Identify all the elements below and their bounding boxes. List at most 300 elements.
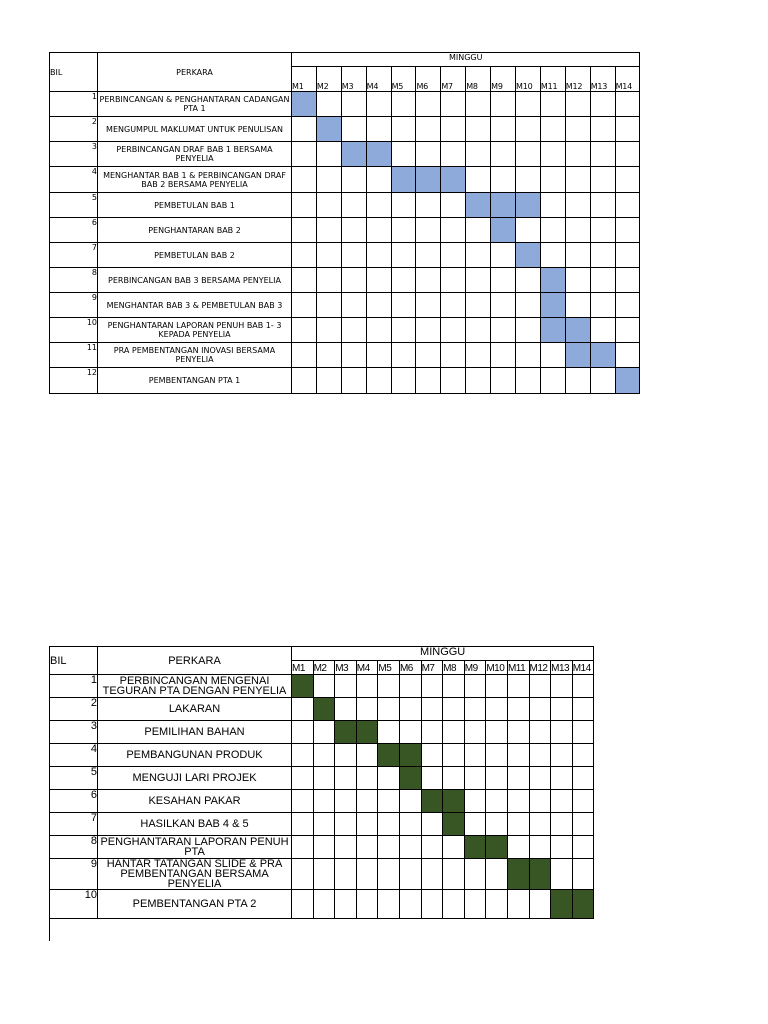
row-number: 11 bbox=[50, 343, 98, 368]
table-row bbox=[50, 268, 640, 293]
gantt-cell bbox=[378, 721, 400, 744]
gantt-cell bbox=[416, 92, 441, 117]
gantt-cell bbox=[615, 343, 640, 368]
week-header: M5 bbox=[391, 67, 416, 92]
task-name: KESAHAN PAKAR bbox=[98, 790, 292, 813]
gantt-cell bbox=[441, 268, 466, 293]
gantt-cell bbox=[366, 318, 391, 343]
gantt-cell bbox=[516, 268, 541, 293]
gantt-bar-cell bbox=[466, 193, 491, 218]
gantt-cell bbox=[443, 890, 465, 919]
gantt-cell bbox=[572, 813, 594, 836]
gantt-cell bbox=[416, 117, 441, 142]
gantt-cell bbox=[516, 92, 541, 117]
gantt-cell bbox=[313, 836, 335, 859]
gantt-cell bbox=[341, 167, 366, 193]
gantt-cell bbox=[378, 767, 400, 790]
gantt-cell bbox=[366, 368, 391, 394]
week-header: M14 bbox=[572, 661, 594, 675]
row-number: 8 bbox=[50, 836, 98, 859]
gantt-cell bbox=[316, 318, 341, 343]
gantt-cell bbox=[464, 698, 486, 721]
gantt-cell bbox=[565, 193, 590, 218]
gantt-cell bbox=[391, 368, 416, 394]
gantt-cell bbox=[441, 92, 466, 117]
week-header: M7 bbox=[421, 661, 443, 675]
gantt-cell bbox=[590, 117, 615, 142]
table-row bbox=[50, 142, 640, 167]
gantt-cell bbox=[416, 268, 441, 293]
gantt-cell bbox=[491, 92, 516, 117]
gantt-cell bbox=[391, 243, 416, 268]
gantt-cell bbox=[529, 675, 551, 698]
gantt-cell bbox=[565, 243, 590, 268]
gantt-cell bbox=[466, 92, 491, 117]
gantt-cell bbox=[341, 343, 366, 368]
gantt-cell bbox=[486, 675, 508, 698]
gantt-cell bbox=[615, 268, 640, 293]
row-number: 8 bbox=[50, 268, 98, 293]
gantt-bar-cell bbox=[516, 243, 541, 268]
row-number: 1 bbox=[50, 675, 98, 698]
gantt-cell bbox=[466, 343, 491, 368]
gantt-cell bbox=[416, 293, 441, 318]
task-name: PERBINCANGAN DRAF BAB 1 BERSAMA PENYELIA bbox=[98, 142, 292, 167]
table-row bbox=[50, 859, 594, 890]
gantt-cell bbox=[565, 368, 590, 394]
row-number: 9 bbox=[50, 293, 98, 318]
gantt-cell bbox=[378, 813, 400, 836]
gantt-cell bbox=[507, 767, 529, 790]
table-row bbox=[50, 92, 640, 117]
gantt-cell bbox=[572, 836, 594, 859]
gantt-cell bbox=[292, 268, 317, 293]
gantt-cell bbox=[366, 92, 391, 117]
gantt-cell bbox=[356, 859, 378, 890]
gantt-cell bbox=[341, 193, 366, 218]
row-number: 5 bbox=[50, 193, 98, 218]
gantt-cell bbox=[565, 117, 590, 142]
gantt-cell bbox=[486, 767, 508, 790]
gantt-cell bbox=[356, 767, 378, 790]
gantt-cell bbox=[615, 142, 640, 167]
gantt-cell bbox=[416, 318, 441, 343]
gantt-cell bbox=[507, 721, 529, 744]
gantt-cell bbox=[551, 744, 573, 767]
gantt-cell bbox=[516, 343, 541, 368]
gantt-cell bbox=[292, 318, 317, 343]
gantt-cell bbox=[486, 744, 508, 767]
gantt-cell bbox=[441, 293, 466, 318]
gantt-cell bbox=[443, 675, 465, 698]
task-name: HANTAR TATANGAN SLIDE & PRA PEMBENTANGAN BERSAMA PENYELIA bbox=[98, 859, 292, 890]
gantt-cell bbox=[572, 859, 594, 890]
week-header: M11 bbox=[540, 67, 565, 92]
gantt-cell bbox=[416, 218, 441, 243]
row-number: 7 bbox=[50, 243, 98, 268]
gantt-cell bbox=[316, 343, 341, 368]
gantt-bar-cell bbox=[516, 193, 541, 218]
gantt-cell bbox=[391, 193, 416, 218]
gantt-cell bbox=[356, 813, 378, 836]
bil-header: BIL bbox=[50, 53, 98, 92]
week-header: M7 bbox=[441, 67, 466, 92]
gantt-cell bbox=[335, 790, 357, 813]
gantt-cell bbox=[615, 92, 640, 117]
gantt-cell bbox=[615, 293, 640, 318]
week-header: M12 bbox=[565, 67, 590, 92]
gantt-cell bbox=[441, 193, 466, 218]
gantt-cell bbox=[366, 268, 391, 293]
gantt-cell bbox=[421, 744, 443, 767]
table-row bbox=[50, 767, 594, 790]
gantt-cell bbox=[335, 767, 357, 790]
gantt-cell bbox=[466, 368, 491, 394]
gantt-cell bbox=[486, 813, 508, 836]
gantt-bar-cell bbox=[399, 744, 421, 767]
gantt-bar-cell bbox=[335, 721, 357, 744]
table-row bbox=[50, 721, 594, 744]
task-name: PENGHANTARAN BAB 2 bbox=[98, 218, 292, 243]
table-row bbox=[50, 218, 640, 243]
gantt-cell bbox=[335, 675, 357, 698]
gantt-cell bbox=[615, 318, 640, 343]
gantt-cell bbox=[335, 890, 357, 919]
gantt-cell bbox=[341, 368, 366, 394]
task-name: PERBINCANGAN BAB 3 BERSAMA PENYELIA bbox=[98, 268, 292, 293]
gantt-cell bbox=[292, 218, 317, 243]
gantt-cell bbox=[341, 243, 366, 268]
table-row bbox=[50, 675, 594, 698]
gantt-cell bbox=[378, 790, 400, 813]
gantt-cell bbox=[421, 767, 443, 790]
row-number: 10 bbox=[50, 318, 98, 343]
week-header: M4 bbox=[356, 661, 378, 675]
gantt-cell bbox=[341, 318, 366, 343]
gantt-cell bbox=[378, 675, 400, 698]
gantt-cell bbox=[540, 142, 565, 167]
row-number: 3 bbox=[50, 142, 98, 167]
gantt-bar-cell bbox=[491, 193, 516, 218]
gantt-cell bbox=[540, 218, 565, 243]
gantt-cell bbox=[491, 167, 516, 193]
gantt-cell bbox=[421, 859, 443, 890]
gantt-cell bbox=[378, 859, 400, 890]
gantt-cell bbox=[441, 343, 466, 368]
gantt-cell bbox=[421, 890, 443, 919]
gantt-bar-cell bbox=[590, 343, 615, 368]
gantt-cell bbox=[316, 142, 341, 167]
gantt-cell bbox=[443, 721, 465, 744]
table-row bbox=[50, 343, 640, 368]
row-number: 12 bbox=[50, 368, 98, 394]
table-row bbox=[50, 744, 594, 767]
gantt-cell bbox=[391, 92, 416, 117]
gantt-bar-cell bbox=[551, 890, 573, 919]
gantt-cell bbox=[486, 790, 508, 813]
gantt-cell bbox=[529, 890, 551, 919]
gantt-cell bbox=[615, 167, 640, 193]
gantt-cell bbox=[416, 142, 441, 167]
table-row bbox=[50, 836, 594, 859]
task-name: HASILKAN BAB 4 & 5 bbox=[98, 813, 292, 836]
gantt-cell bbox=[615, 243, 640, 268]
gantt-cell bbox=[399, 859, 421, 890]
gantt-cell bbox=[292, 836, 314, 859]
gantt-cell bbox=[590, 318, 615, 343]
gantt-cell bbox=[516, 167, 541, 193]
gantt-cell bbox=[540, 193, 565, 218]
gantt-cell bbox=[399, 698, 421, 721]
gantt-cell bbox=[391, 318, 416, 343]
gantt-cell bbox=[590, 293, 615, 318]
gantt-cell bbox=[356, 698, 378, 721]
gantt-cell bbox=[516, 142, 541, 167]
table-row bbox=[50, 193, 640, 218]
gantt-cell bbox=[341, 117, 366, 142]
gantt-bar-cell bbox=[421, 790, 443, 813]
gantt-cell bbox=[313, 767, 335, 790]
task-name: PRA PEMBENTANGAN INOVASI BERSAMA PENYELIA bbox=[98, 343, 292, 368]
week-header: M10 bbox=[516, 67, 541, 92]
task-name: PENGHANTARAN LAPORAN PENUH PTA bbox=[98, 836, 292, 859]
gantt-cell bbox=[516, 368, 541, 394]
gantt-cell bbox=[313, 813, 335, 836]
gantt-cell bbox=[441, 368, 466, 394]
gantt-cell bbox=[341, 92, 366, 117]
row-number: 4 bbox=[50, 744, 98, 767]
gantt-cell bbox=[572, 698, 594, 721]
gantt-cell bbox=[529, 767, 551, 790]
gantt-bar-cell bbox=[313, 698, 335, 721]
gantt-bar-cell bbox=[529, 859, 551, 890]
gantt-cell bbox=[335, 813, 357, 836]
gantt-cell bbox=[551, 721, 573, 744]
gantt-cell bbox=[466, 167, 491, 193]
gantt-cell bbox=[615, 117, 640, 142]
gantt-bar-cell bbox=[416, 167, 441, 193]
gantt-cell bbox=[316, 268, 341, 293]
gantt-cell bbox=[441, 218, 466, 243]
gantt-cell bbox=[441, 117, 466, 142]
minggu-header: MINGGU bbox=[292, 647, 594, 661]
gantt-bar-cell bbox=[378, 744, 400, 767]
task-name: MENGHANTAR BAB 3 & PEMBETULAN BAB 3 bbox=[98, 293, 292, 318]
gantt-cell bbox=[590, 142, 615, 167]
gantt-cell bbox=[292, 193, 317, 218]
gantt-cell bbox=[341, 293, 366, 318]
gantt-cell bbox=[486, 890, 508, 919]
gantt-cell bbox=[316, 293, 341, 318]
gantt-cell bbox=[529, 836, 551, 859]
gantt-bar-cell bbox=[443, 813, 465, 836]
week-header: M3 bbox=[341, 67, 366, 92]
week-header: M9 bbox=[464, 661, 486, 675]
gantt-bar-cell bbox=[316, 117, 341, 142]
gantt-cell bbox=[378, 836, 400, 859]
gantt-bar-cell bbox=[615, 368, 640, 394]
row-number: 7 bbox=[50, 813, 98, 836]
task-name: MENGHANTAR BAB 1 & PERBINCANGAN DRAF BAB 2 BERSAMA PENYELIA bbox=[98, 167, 292, 193]
gantt-cell bbox=[529, 813, 551, 836]
gantt-cell bbox=[399, 675, 421, 698]
gantt-cell bbox=[335, 859, 357, 890]
gantt-bar-cell bbox=[572, 890, 594, 919]
gantt-cell bbox=[292, 790, 314, 813]
gantt-bar-cell bbox=[441, 167, 466, 193]
gantt-cell bbox=[356, 836, 378, 859]
gantt-cell bbox=[491, 368, 516, 394]
gantt-cell bbox=[464, 744, 486, 767]
gantt-cell bbox=[540, 343, 565, 368]
gantt-cell bbox=[335, 836, 357, 859]
gantt-cell bbox=[516, 218, 541, 243]
gantt-cell bbox=[292, 813, 314, 836]
gantt-cell bbox=[529, 698, 551, 721]
gantt-cell bbox=[335, 698, 357, 721]
table-row bbox=[50, 790, 594, 813]
gantt-cell bbox=[529, 790, 551, 813]
task-name: PEMILIHAN BAHAN bbox=[98, 721, 292, 744]
minggu-header: MINGGU bbox=[292, 53, 640, 67]
gantt-cell bbox=[466, 117, 491, 142]
gantt-cell bbox=[572, 767, 594, 790]
gantt-cell bbox=[466, 293, 491, 318]
gantt-cell bbox=[466, 218, 491, 243]
table-border-line bbox=[49, 913, 50, 941]
task-name: LAKARAN bbox=[98, 698, 292, 721]
gantt-cell bbox=[316, 92, 341, 117]
week-header: M2 bbox=[316, 67, 341, 92]
gantt-bar-cell bbox=[292, 92, 317, 117]
perkara-header: PERKARA bbox=[98, 647, 292, 675]
gantt-cell bbox=[313, 744, 335, 767]
task-name: PERBINCANGAN MENGENAI TEGURAN PTA DENGAN PENYELIA bbox=[98, 675, 292, 698]
gantt-cell bbox=[378, 698, 400, 721]
gantt-cell bbox=[316, 243, 341, 268]
week-header: M13 bbox=[590, 67, 615, 92]
gantt-cell bbox=[590, 268, 615, 293]
row-number: 3 bbox=[50, 721, 98, 744]
gantt-cell bbox=[341, 268, 366, 293]
gantt-cell bbox=[491, 142, 516, 167]
gantt-cell bbox=[313, 790, 335, 813]
gantt-cell bbox=[565, 92, 590, 117]
row-number: 2 bbox=[50, 698, 98, 721]
gantt-cell bbox=[565, 218, 590, 243]
perkara-header: PERKARA bbox=[98, 53, 292, 92]
gantt-cell bbox=[590, 193, 615, 218]
gantt-cell bbox=[551, 813, 573, 836]
gantt-cell bbox=[507, 890, 529, 919]
gantt-bar-cell bbox=[486, 836, 508, 859]
gantt-cell bbox=[292, 859, 314, 890]
gantt-cell bbox=[590, 368, 615, 394]
gantt-cell bbox=[313, 859, 335, 890]
gantt-bar-cell bbox=[540, 293, 565, 318]
gantt-cell bbox=[491, 318, 516, 343]
row-number: 9 bbox=[50, 859, 98, 890]
gantt-cell bbox=[341, 218, 366, 243]
gantt-bar-cell bbox=[565, 318, 590, 343]
gantt-cell bbox=[313, 890, 335, 919]
gantt-bar-cell bbox=[540, 318, 565, 343]
task-name: MENGUMPUL MAKLUMAT UNTUK PENULISAN bbox=[98, 117, 292, 142]
gantt-bar-cell bbox=[565, 343, 590, 368]
gantt-cell bbox=[292, 767, 314, 790]
gantt-cell bbox=[391, 142, 416, 167]
gantt-cell bbox=[551, 767, 573, 790]
gantt-cell bbox=[466, 142, 491, 167]
gantt-cell bbox=[464, 675, 486, 698]
gantt-bar-cell bbox=[443, 790, 465, 813]
gantt-cell bbox=[441, 142, 466, 167]
gantt-cell bbox=[356, 675, 378, 698]
task-name: PENGHANTARAN LAPORAN PENUH BAB 1- 3 KEPADA PENYELIA bbox=[98, 318, 292, 343]
gantt-cell bbox=[316, 218, 341, 243]
gantt-bar-cell bbox=[464, 836, 486, 859]
task-name: PERBINCANGAN & PENGHANTARAN CADANGAN PTA 1 bbox=[98, 92, 292, 117]
week-header: M6 bbox=[399, 661, 421, 675]
gantt-cell bbox=[421, 675, 443, 698]
gantt-cell bbox=[466, 318, 491, 343]
gantt-cell bbox=[540, 167, 565, 193]
gantt-cell bbox=[443, 767, 465, 790]
gantt-cell bbox=[366, 193, 391, 218]
task-name: PEMBETULAN BAB 1 bbox=[98, 193, 292, 218]
gantt-cell bbox=[491, 243, 516, 268]
gantt-cell bbox=[464, 767, 486, 790]
row-number: 6 bbox=[50, 790, 98, 813]
table-row bbox=[50, 167, 640, 193]
gantt-cell bbox=[466, 243, 491, 268]
gantt-cell bbox=[356, 790, 378, 813]
gantt-cell bbox=[486, 721, 508, 744]
week-header: M10 bbox=[486, 661, 508, 675]
table-row bbox=[50, 293, 640, 318]
gantt-cell bbox=[516, 117, 541, 142]
bil-header: BIL bbox=[50, 647, 98, 675]
gantt-cell bbox=[443, 698, 465, 721]
row-number: 5 bbox=[50, 767, 98, 790]
gantt-cell bbox=[565, 293, 590, 318]
gantt-cell bbox=[551, 859, 573, 890]
task-name: PEMBENTANGAN PTA 1 bbox=[98, 368, 292, 394]
gantt-cell bbox=[540, 368, 565, 394]
gantt-cell bbox=[572, 790, 594, 813]
gantt-cell bbox=[292, 117, 317, 142]
gantt-cell bbox=[391, 268, 416, 293]
gantt-bar-cell bbox=[507, 859, 529, 890]
gantt-cell bbox=[590, 218, 615, 243]
gantt-cell bbox=[399, 813, 421, 836]
gantt-cell bbox=[507, 744, 529, 767]
gantt-cell bbox=[572, 744, 594, 767]
gantt-cell bbox=[551, 836, 573, 859]
week-header: M9 bbox=[491, 67, 516, 92]
gantt-cell bbox=[590, 92, 615, 117]
gantt-cell bbox=[507, 698, 529, 721]
task-name: PEMBENTANGAN PTA 2 bbox=[98, 890, 292, 919]
gantt-cell bbox=[529, 721, 551, 744]
gantt-cell bbox=[443, 836, 465, 859]
row-number: 6 bbox=[50, 218, 98, 243]
gantt-cell bbox=[491, 268, 516, 293]
gantt-cell bbox=[590, 167, 615, 193]
gantt-cell bbox=[391, 293, 416, 318]
gantt-cell bbox=[615, 218, 640, 243]
gantt-cell bbox=[292, 167, 317, 193]
